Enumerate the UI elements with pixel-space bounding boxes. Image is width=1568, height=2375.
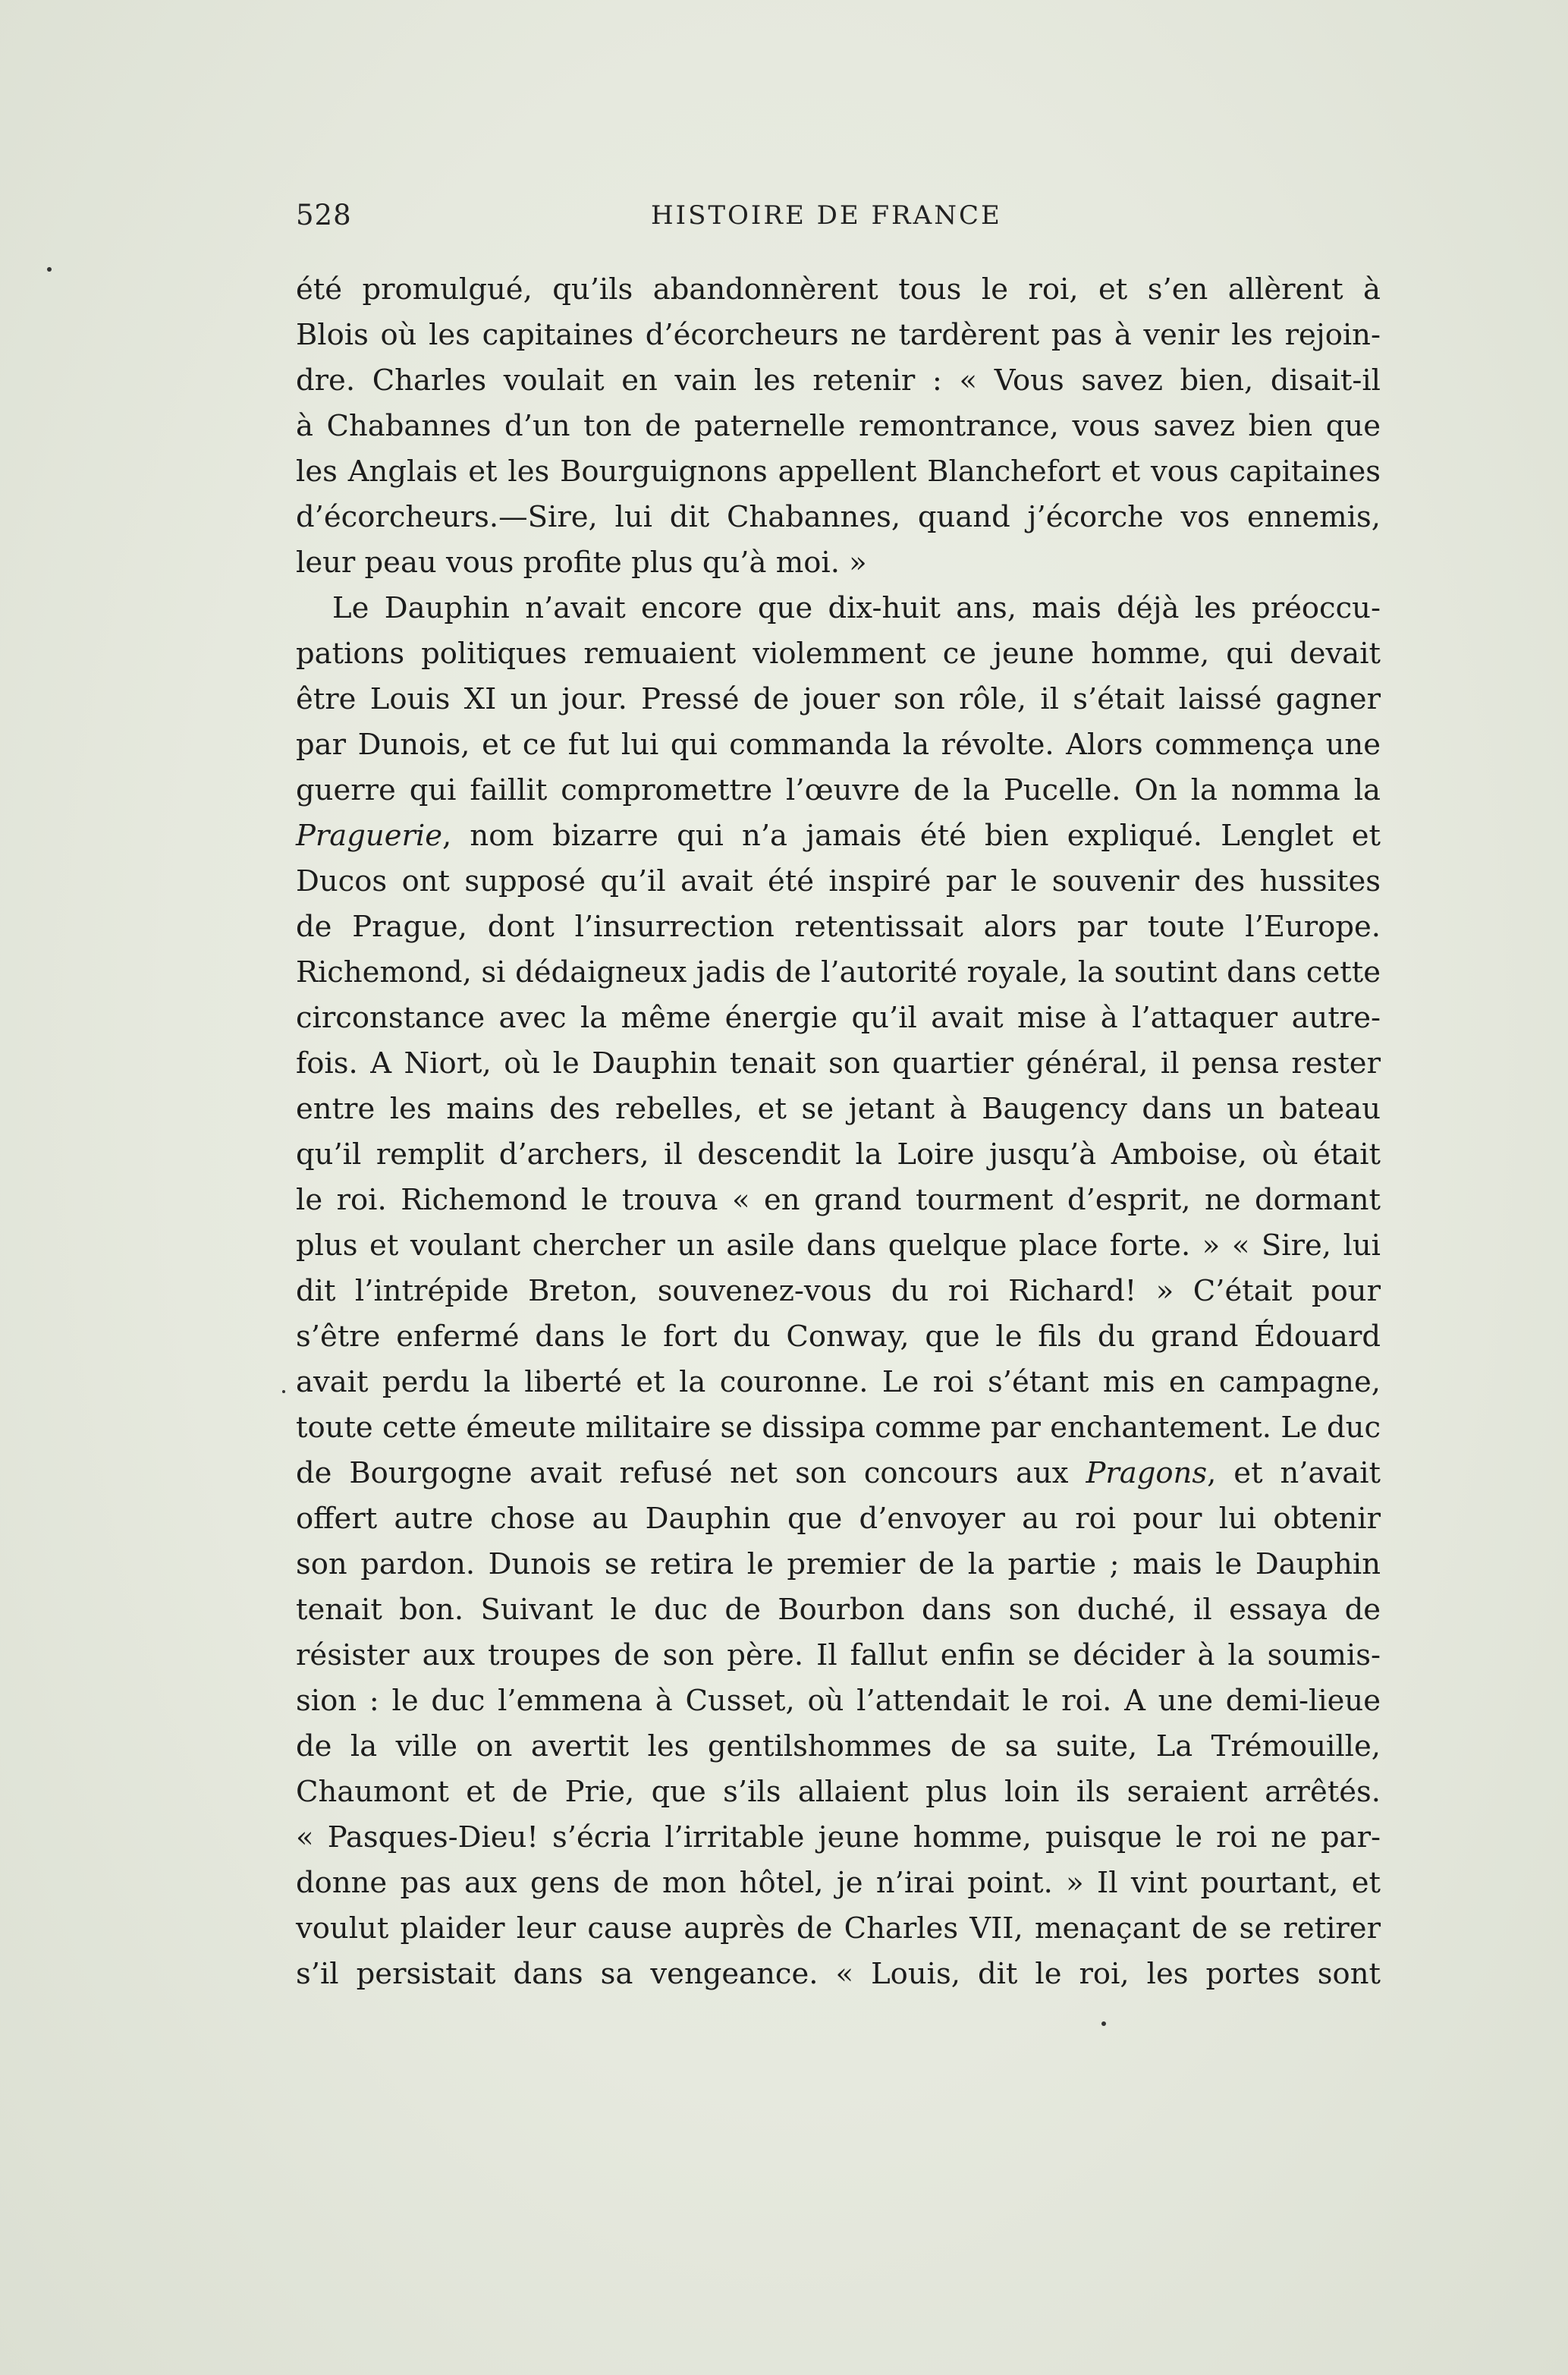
text-line: le roi. Richemond le trouva « en grand tourment d’esprit, ne dormant	[296, 1183, 1381, 1217]
text-line: être Louis XI un jour. Pressé de jouer son rôle, il s’était laissé gagner	[296, 682, 1381, 716]
text-line: été promulgué, qu’ils abandonnèrent tous le roi, et s’en allèrent à	[296, 272, 1381, 307]
italic-term: Praguerie	[296, 819, 442, 853]
speck-mark	[47, 267, 52, 272]
text-line: donne pas aux gens de mon hôtel, je n’irai point. » Il vint pourtant, et	[296, 1866, 1381, 1900]
body-text	[296, 267, 1381, 1997]
italic-term: Pragons	[1086, 1456, 1208, 1490]
text-line: Richemond, si dédaigneux jadis de l’autorité royale, la soutint dans cette	[296, 955, 1381, 989]
text-line: leur peau vous profite plus qu’à moi. »	[296, 546, 867, 580]
text-line: qu’il remplit d’archers, il descendit la Loire jusqu’à Amboise, où était	[296, 1137, 1381, 1172]
text-line: offert autre chose au Dauphin que d’envoyer au roi pour lui obtenir	[296, 1502, 1381, 1536]
text-line: sion : le duc l’emmena à Cusset, où l’attendait le roi. A une demi-lieue	[296, 1684, 1381, 1718]
text-line: d’écorcheurs.—Sire, lui dit Chabannes, quand j’écorche vos ennemis,	[296, 500, 1381, 534]
text-line: à Chabannes d’un ton de paternelle remontrance, vous savez bien que	[296, 409, 1381, 443]
running-title: HISTOIRE DE FRANCE	[651, 200, 1002, 231]
text-line: Blois où les capitaines d’écorcheurs ne tardèrent pas à venir les rejoin-	[296, 318, 1381, 352]
page-number: 528	[296, 199, 352, 231]
text-line: dit l’intrépide Breton, souvenez-vous du roi Richard! » C’était pour	[296, 1274, 1381, 1308]
text-line: guerre qui faillit compromettre l’œuvre de la Pucelle. On la nomma la	[296, 773, 1381, 807]
text-line: s’être enfermé dans le fort du Conway, que le fils du grand Édouard	[296, 1320, 1381, 1354]
speck-mark	[282, 1390, 285, 1393]
text-line: Chaumont et de Prie, que s’ils allaient plus loin ils seraient arrêtés.	[296, 1775, 1381, 1809]
text-line	[296, 1451, 1381, 1496]
text-line: s’il persistait dans sa vengeance. « Louis, dit le roi, les portes sont	[296, 1957, 1381, 1991]
text-line: voulut plaider leur cause auprès de Charles VII, menaçant de se retirer	[296, 1911, 1381, 1946]
text-line: Ducos ont supposé qu’il avait été inspiré par le souvenir des hussites	[296, 864, 1381, 898]
text-line: plus et voulant chercher un asile dans quelque place forte. » « Sire, lui	[296, 1228, 1381, 1263]
text-line: circonstance avec la même énergie qu’il avait mise à l’attaquer autre-	[296, 1001, 1381, 1035]
text-segment: , nom bizarre qui n’a jamais été bien expliqué. Lenglet et	[442, 819, 1381, 853]
text-line: tenait bon. Suivant le duc de Bourbon dans son duché, il essaya de	[296, 1593, 1381, 1627]
text-segment: , et n’avait	[1207, 1456, 1381, 1490]
text-line: entre les mains des rebelles, et se jetant à Baugency dans un bateau	[296, 1092, 1381, 1126]
text-line: dre. Charles voulait en vain les retenir : « Vous savez bien, disait-il	[296, 363, 1381, 398]
text-line: avait perdu la liberté et la couronne. Le roi s’étant mis en campagne,	[296, 1365, 1381, 1399]
text-line: « Pasques-Dieu! s’écria l’irritable jeune homme, puisque le roi ne par-	[296, 1820, 1381, 1854]
text-line: de la ville on avertit les gentilshommes de sa suite, La Trémouille,	[296, 1729, 1381, 1763]
text-line: résister aux troupes de son père. Il fallut enfin se décider à la soumis-	[296, 1638, 1381, 1672]
text-line: les Anglais et les Bourguignons appellent Blanchefort et vous capitaines	[296, 455, 1381, 489]
text-segment: de Bourgogne avait refusé net son concours aux	[296, 1456, 1086, 1490]
page-header	[296, 199, 1381, 244]
text-line: de Prague, dont l’insurrection retentissait alors par toute l’Europe.	[296, 910, 1381, 944]
text-line: toute cette émeute militaire se dissipa comme par enchantement. Le duc	[296, 1411, 1381, 1445]
text-line: son pardon. Dunois se retira le premier de la partie ; mais le Dauphin	[296, 1547, 1381, 1581]
text-line	[296, 813, 1381, 859]
text-line: pations politiques remuaient violemment ce jeune homme, qui devait	[296, 637, 1381, 671]
text-line: par Dunois, et ce fut lui qui commanda la révolte. Alors commença une	[296, 728, 1381, 762]
text-line: fois. A Niort, où le Dauphin tenait son quartier général, il pensa rester	[296, 1046, 1381, 1081]
text-line: Le Dauphin n’avait encore que dix-huit ans, mais déjà les préoccu-	[332, 591, 1381, 625]
speck-mark	[1101, 2021, 1106, 2026]
